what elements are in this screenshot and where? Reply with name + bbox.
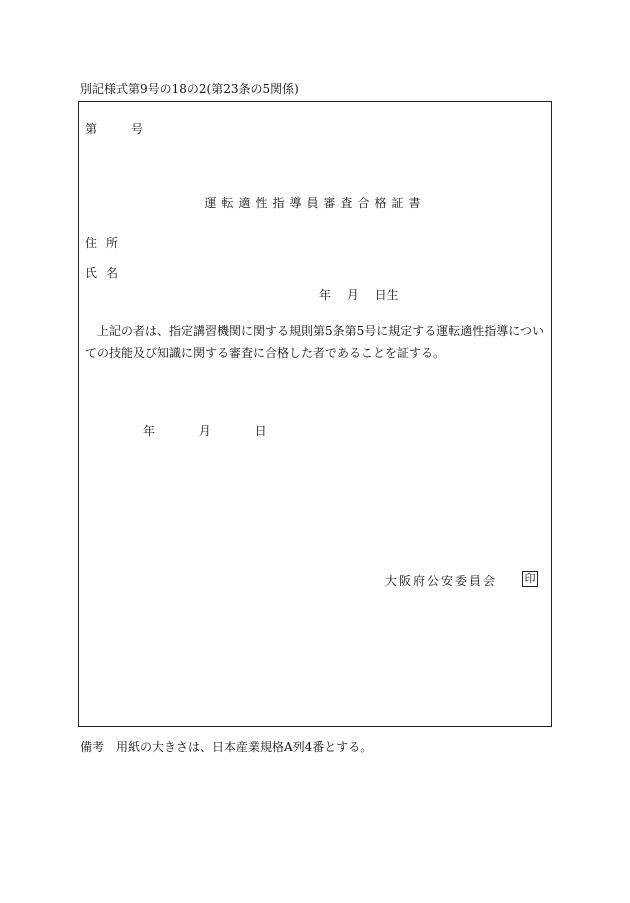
remark-note: 備考 用紙の大きさは、日本産業規格A列4番とする。 [80, 740, 373, 754]
address-label: 住所 [85, 236, 128, 250]
certification-statement: 上記の者は、指定講習機関に関する規則第5条第5号に規定する運転適性指導についての技能及び知識に関する審査に合格した者であることを証する。 [85, 324, 545, 360]
issue-date-field: 年 月 日 [143, 424, 267, 438]
serial-number-suffix: 号 [131, 122, 144, 136]
certificate-frame [78, 101, 552, 727]
official-seal-mark: 印 [522, 571, 538, 587]
certificate-title: 運転適性指導員審査合格証書 [204, 196, 426, 210]
birth-date-field: 年 月 日生 [319, 288, 399, 302]
issuer-name: 大阪府公安委員会 [385, 574, 498, 588]
serial-number-prefix: 第 [85, 122, 98, 136]
form-number-label: 別記様式第9号の18の2(第23条の5関係) [80, 82, 299, 96]
name-label: 氏名 [85, 266, 128, 280]
